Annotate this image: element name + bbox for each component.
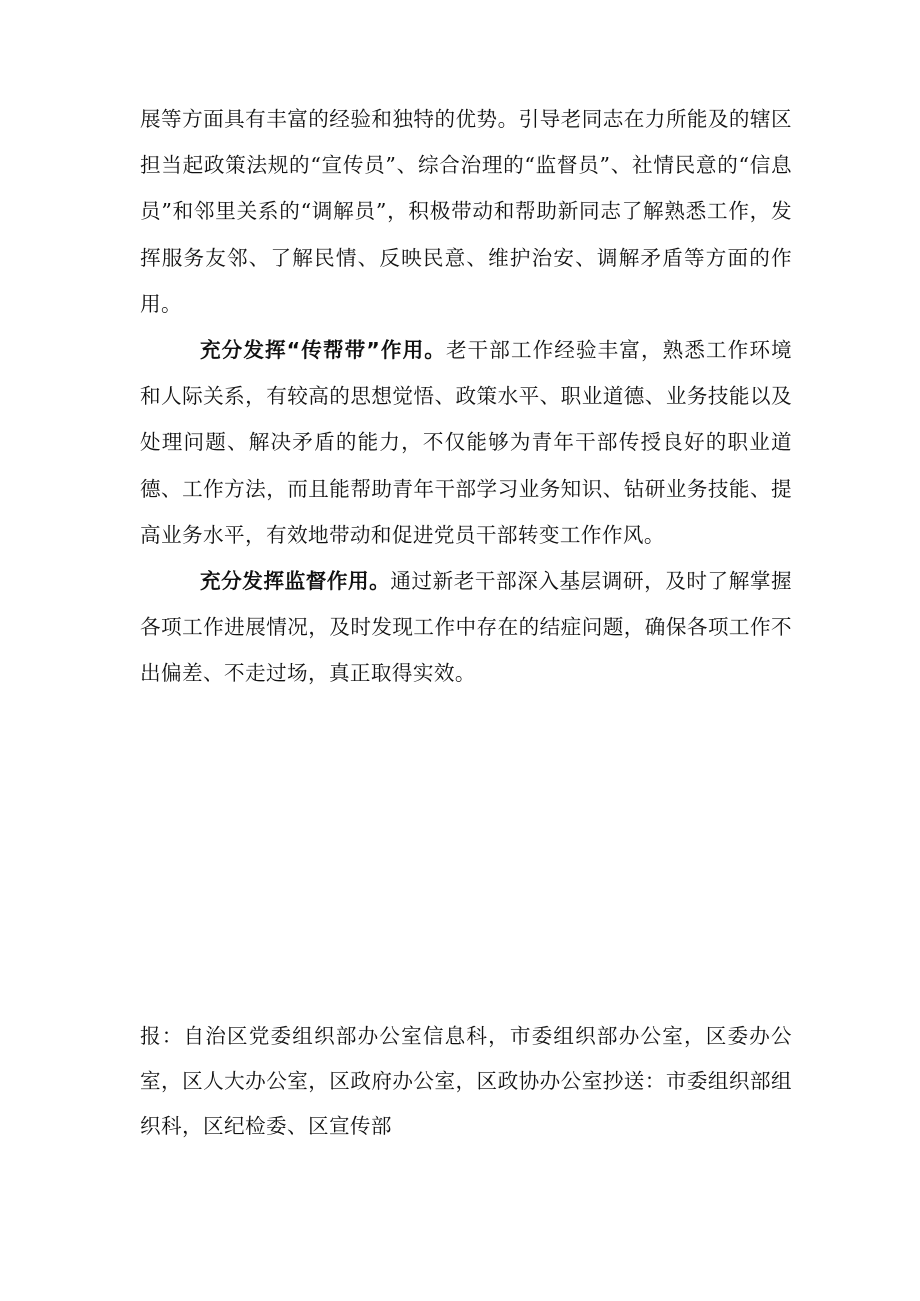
paragraph-supervision [140, 558, 792, 697]
paragraph-heading: 充分发挥“传帮带”作用。 [200, 338, 446, 363]
distribution-list: 报：自治区党委组织部办公室信息科，市委组织部办公室，区委办公室，区人大办公室，区政府办公室，区政协办公室抄送：市委组织部组织科，区纪检委、区宣传部 [140, 1024, 792, 1138]
paragraph-text: 展等方面具有丰富的经验和独特的优势。引导老同志在力所能及的辖区担当起政策法规的“宣传员”、综合治理的“监督员”、社情民意的“信息员”和邻里关系的“调解员”，积极带动和帮助新同志了解熟悉工作，发挥服务友邻、了解民情、反映民意、维护治安、调解矛盾等方面的作用。 [140, 107, 792, 316]
paragraph-heading: 充分发挥监督作用。 [200, 569, 391, 594]
paragraph-continuation [140, 96, 792, 327]
document-body [140, 96, 792, 697]
paragraph-text: 通过新老干部深入基层调研，及时了解掌握各项工作进展情况，及时发现工作中存在的结症问题，确保各项工作不出偏差、不走过场，真正取得实效。 [140, 569, 792, 686]
distribution-footer [140, 1014, 792, 1149]
paragraph-mentoring [140, 327, 792, 558]
paragraph-text: 老干部工作经验丰富，熟悉工作环境和人际关系，有较高的思想觉悟、政策水平、职业道德、业务技能以及处理问题、解决矛盾的能力，不仅能够为青年干部传授良好的职业道德、工作方法，而且能帮助青年干部学习业务知识、钻研业务技能、提高业务水平，有效地带动和促进党员干部转变工作作风。 [140, 338, 792, 547]
